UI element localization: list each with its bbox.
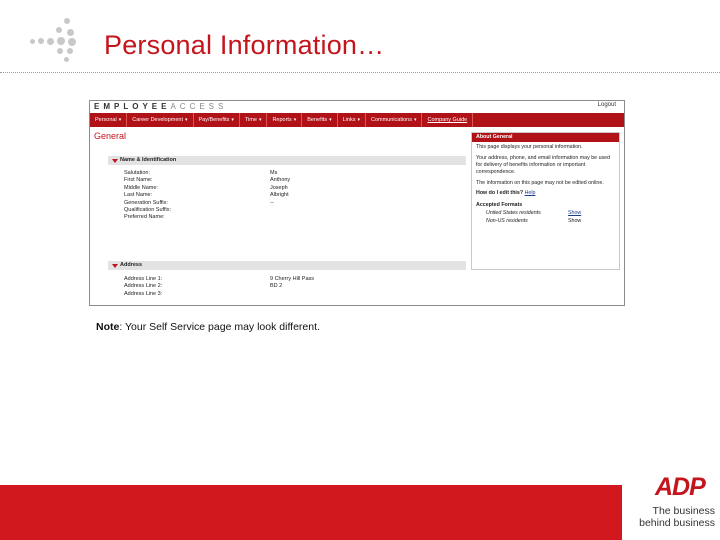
nav-label: Personal xyxy=(95,117,117,123)
collapse-triangle-icon xyxy=(112,264,118,268)
title-divider xyxy=(0,72,720,73)
chevron-down-icon: ▾ xyxy=(184,117,188,123)
help-link[interactable]: Help xyxy=(524,190,536,196)
nav-communications[interactable] xyxy=(366,113,422,127)
section-title: Name & Identification xyxy=(120,157,177,163)
note-text: : Your Self Service page may look different. xyxy=(119,321,320,333)
page-title: General xyxy=(94,131,127,141)
nav-personal[interactable] xyxy=(90,113,127,127)
decorative-dots-icon xyxy=(30,18,80,62)
nav-label: Reports xyxy=(272,117,292,123)
nav-label: Links xyxy=(342,117,356,123)
chevron-down-icon: ▾ xyxy=(413,117,417,123)
app-brand-bar xyxy=(90,101,624,112)
slide-note xyxy=(96,321,320,333)
footer-band xyxy=(0,485,720,540)
nav-benefits[interactable] xyxy=(302,113,337,127)
field-value: Ms xyxy=(270,170,278,176)
field-label: First Name: xyxy=(124,177,153,184)
field-value: Albright xyxy=(270,192,289,199)
formats-title: Accepted Formats xyxy=(476,202,523,208)
note-label: Note xyxy=(96,321,120,333)
field-value: 9 Cherry Hill Pass xyxy=(270,276,315,282)
how-edit-question xyxy=(472,190,619,197)
nav-reports[interactable] xyxy=(267,113,302,127)
chevron-down-icon: ▾ xyxy=(118,117,122,123)
chevron-down-icon: ▾ xyxy=(293,117,297,123)
about-panel xyxy=(471,132,620,270)
about-text: The information on this page may not be edited online. xyxy=(476,180,604,186)
chevron-down-icon: ▾ xyxy=(357,117,360,123)
nav-label: Communications xyxy=(370,117,412,123)
chevron-down-icon: ▾ xyxy=(329,117,332,123)
field-label: Salutation: xyxy=(124,170,150,176)
section-toggle-address[interactable] xyxy=(108,261,466,270)
tagline-line-1: The business xyxy=(652,505,715,517)
tagline-line-2: behind business xyxy=(639,517,715,529)
tagline xyxy=(633,505,715,529)
show-link[interactable]: Show xyxy=(568,210,582,216)
field-value: Joseph xyxy=(270,184,288,191)
field-label: Preferred Name: xyxy=(124,214,165,221)
nav-label: Time xyxy=(244,117,257,123)
nav-career-development[interactable] xyxy=(127,113,193,127)
section-toggle-name[interactable] xyxy=(108,156,466,165)
about-text: This page displays your personal information. xyxy=(476,144,583,150)
about-text: Your address, phone, and email information may be used for delivery of benefits information or important correspondence. xyxy=(476,155,611,175)
field-value: -- xyxy=(270,199,274,206)
nav-company-guide[interactable] xyxy=(422,113,473,127)
adp-logo: ADP xyxy=(655,473,705,501)
field-value: BD 2 xyxy=(270,283,283,290)
logout-link[interactable]: Logout xyxy=(597,102,616,108)
section-title: Address xyxy=(120,262,143,268)
how-edit-label: How do I edit this? xyxy=(476,190,524,196)
slide-title: Personal Information… xyxy=(104,30,385,60)
format-label: Non-US residents xyxy=(486,218,528,224)
format-row xyxy=(472,217,619,225)
show-link[interactable]: Show xyxy=(568,218,582,224)
app-brand xyxy=(94,102,227,111)
format-row xyxy=(472,209,619,217)
collapse-triangle-icon xyxy=(112,159,118,163)
brand-dark: EMPLOYEE xyxy=(94,102,171,111)
brand-light: ACCESS xyxy=(170,102,228,111)
nav-label: Company Guide xyxy=(427,117,468,123)
about-panel-title: About General xyxy=(472,133,619,142)
field-label: Address Line 1: xyxy=(124,276,163,282)
nav-links[interactable] xyxy=(338,113,366,127)
nav-time[interactable] xyxy=(240,113,268,127)
nav-label: Career Development xyxy=(132,117,183,123)
app-screenshot xyxy=(89,100,625,306)
field-label: Address Line 3: xyxy=(124,290,163,297)
field-label: Qualification Suffix: xyxy=(124,206,171,213)
field-label: Last Name: xyxy=(124,192,153,199)
chevron-down-icon: ▾ xyxy=(231,117,234,123)
app-nav-bar xyxy=(90,113,624,127)
chevron-down-icon: ▾ xyxy=(258,117,262,123)
field-value: Anthony xyxy=(270,177,291,184)
nav-pay-benefits[interactable] xyxy=(194,113,240,127)
nav-label: Pay/Benefits xyxy=(198,117,230,123)
nav-label: Benefits xyxy=(307,117,328,123)
format-label: United States residents xyxy=(486,210,541,216)
field-label: Generation Suffix: xyxy=(124,199,168,206)
field-label: Middle Name: xyxy=(124,184,158,191)
field-label: Address Line 2: xyxy=(124,283,163,290)
